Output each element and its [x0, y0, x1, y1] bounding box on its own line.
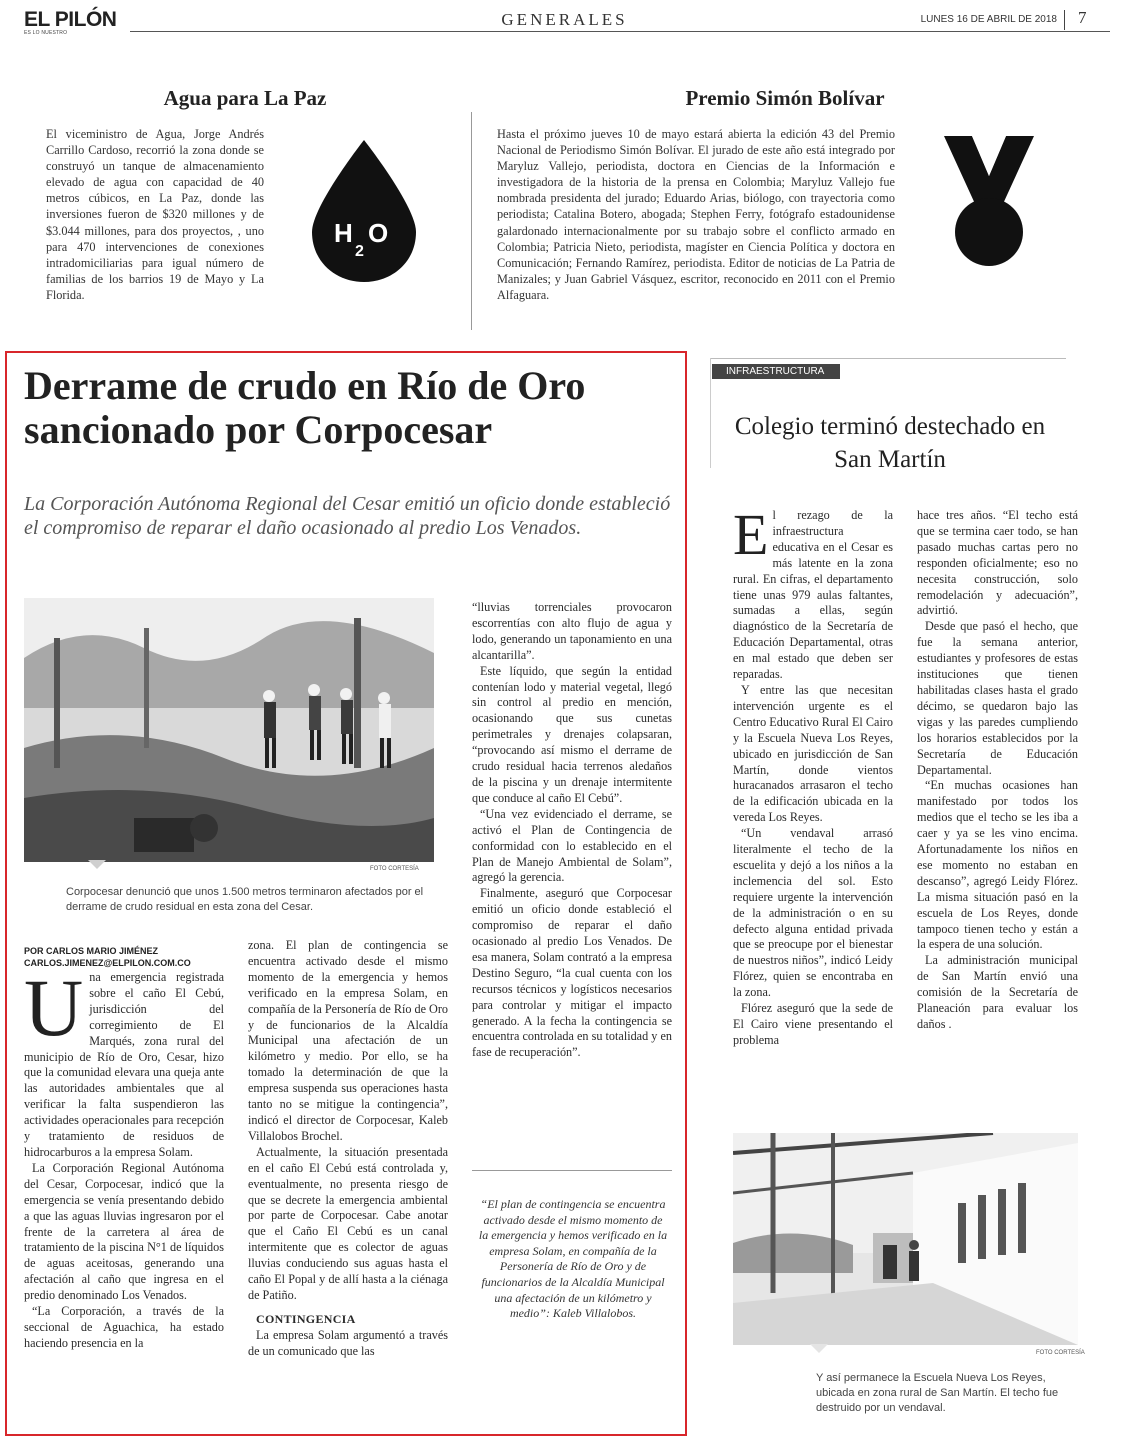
brief-title-premio: Premio Simón Bolívar — [685, 86, 885, 110]
paragraph: Flórez aseguró que la sede de El Cairo viene presentando el problema — [733, 1001, 893, 1047]
paragraph: hace tres años. “El techo está que se termina caer todo, se han pasado muchas cartas pero no responden oficialmente; eso no necesita construcción, solo remodelación y adecuación”, advirtió. — [917, 508, 1078, 618]
paragraph: “En muchas ocasiones han manifestado por todos los medios que el techo se les iba a caer y ya se les vino encima. Afortunadamente los niños en ese momento no estaban en descanso”, agregó Leidy Flórez. La misma situación pasó en la escuela de Los Reyes, donde tampoco tienen techo y están a la espera de una solución. — [917, 778, 1078, 952]
photo-credit: FOTO CORTESÍA — [1036, 1350, 1085, 1356]
main-deck: La Corporación Autónoma Regional del Cesar emitió un oficio donde estableció el compromiso de reparar el daño ocasionado al predio Los Venados. — [24, 493, 671, 539]
paragraph: na emergencia registrada sobre el caño El Cebú, jurisdicción del corregimiento de El Marqués, zona rural del municipio de Río de Oro, Cesar, hizo que la comunidad elevara una queja ante las autoridades ambientales que al verificar la falta suspendieron las actividades operacionales para recepción y tratamiento de residuos de hidrocarburos a la empresa Solam. — [24, 970, 224, 1159]
main-headline: Derrame de crudo en Río de Oro sancionado por Corpocesar — [24, 363, 586, 452]
side-article-vertical-rule — [710, 358, 711, 468]
issue-date: LUNES 16 DE ABRIL DE 2018 — [920, 14, 1057, 25]
section-tag: INFRAESTRUCTURA — [712, 364, 840, 379]
pull-quote-rule — [472, 1170, 672, 1171]
header-separator — [1064, 10, 1065, 30]
paragraph: zona. El plan de contingencia se encuentra activado desde el mismo momento de la emergencia y hemos verificado en la empresa Solam, en compañía de la Personería de Río de Oro y de funcionarios de la Alcaldía Municipal una afectación de un kilómetro y medio. Por ello, se ha tomado la determinación de que la empresa suspenda sus operaciones hasta tanto no se mitigue la contingencia”, indicó el director de Corpocesar, Kaleb Villalobos Brochel. — [248, 938, 449, 1143]
paragraph: Actualmente, la situación presentada en el caño El Cebú está controlada y, eventualmente, no presenta riesgo de que se decrete la emergencia ambiental por parte de Corpocesar. Cabe anotar que el Caño El Cebú es un canal intermitente que es colector de aguas lluvias conduciendo sus aguas hasta el caño El Popal y de allí hasta a la ciénaga de Patiño. — [248, 1144, 448, 1302]
brief-body-premio: Hasta el próximo jueves 10 de mayo estará abierta la edición 43 del Premio Nacional de Periodismo Simón Bolívar. El jurado de este año está integrado por Maryluz Vallejo, periodista, doctora en Ciencias de la Información e investigadora de la historia de la prensa en Colombia; Maryluz Vallejo fue nombrada presidenta del jurado; Eduardo Arias, biólogo, con trayectoria como periodista; Catalina Botero, abogada; Stephen Ferry, fotógrafo estadounidense galardonado internacionalmente por su trabajo sobre el conflicto armado en Colombia; Patricia Nieto, periodista, magíster en Ciencia Política y doctora en Comunicación; Fernando Ramírez, periodista. Editor de noticias de La Patria de Manizales; y Juan Gabriel Vásquez, escritor, reconocido en 2011 con el Premio Alfaguara. — [497, 127, 895, 302]
paragraph: La administración municipal de San Martín envió una comisión de la Secretaría de Planeación para evaluar los daños . — [917, 953, 1078, 1031]
paragraph: Desde que pasó el hecho, que fue la semana anterior, estudiantes y profesores de estas instituciones que tienen habilitadas clases hasta el grado décimo, se quedaron bajo las vigas y las paredes cumpliendo los horarios establecidos por la Secretaría de Educación Departamental. — [917, 619, 1078, 777]
photo-caption: Corpocesar denunció que unos 1.500 metros terminaron afectados por el derrame de crudo residual en esta zona del Cesar. — [66, 886, 424, 913]
paragraph: Y entre las que necesitan intervención urgente es el Centro Educativo Rural El Cairo y la Escuela Nueva Los Reyes, ubicado en jurisdicción de San Martín, donde vientos huracanados arrasaron el techo de la edificación ubicada en la vereda Los Reyes. — [733, 682, 893, 825]
side-article-column-2 — [917, 508, 1078, 1033]
side-article-column-1 — [733, 502, 893, 1049]
photo-credit: FOTO CORTESÍA — [370, 866, 419, 872]
brief-body-agua: El viceministro de Agua, Jorge Andrés Carrillo Cardoso, recorrió la zona donde se construyó un tanque de almacenamiento elevado de agua con capacidad de 40 metros cúbicos, en La Paz, donde las inversiones fueron de $320 millones y de $3.044 millones, para dos proyectos, , uno para 470 intervenciones de conexiones intradomiciliarias para igual número de familias de los barrios 19 de Mayo y La Florida. — [46, 127, 264, 302]
svg-text:O: O — [368, 218, 389, 248]
paragraph: La empresa Solam argumentó a través de un comunicado que las — [248, 1327, 448, 1358]
svg-text:H: H — [334, 218, 353, 248]
paragraph: Este líquido, que según la entidad contenían lodo y material vegetal, llegó sin control al predio en mención, ocasionando que sus cunetas perimetrales y drenajes colapsaran, “provocando así mismo el derrame de crudo residual hacia terrenos aledaños de la piscina y un drenaje intermitente que conduce al caño El Cebú”. — [472, 663, 672, 805]
paragraph: “Una vez evidenciado el derrame, se activó el Plan de Contingencia de conformidad con lo establecido en el Plan de Manejo Ambiental de Solam”, agregó la gerencia. — [472, 806, 672, 885]
main-article-column-2 — [248, 938, 448, 1360]
section-name: GENERALES — [501, 10, 628, 29]
photo-caption-pointer — [810, 1344, 828, 1353]
newspaper-logo: EL PILÓN — [24, 8, 117, 31]
school-photo — [733, 1133, 1078, 1345]
pull-quote: “El plan de contingencia se encuentra activado desde el mismo momento de la emergencia y hemos verificado en la empresa Solam, en compañía de la Personería de Río de Oro y de funcionarios de la Alcaldía Municipal una afectación de un kilómetro y medio”: Kaleb Villalobos. — [478, 1197, 668, 1321]
side-article-rule — [710, 358, 1066, 359]
photo-caption-pointer — [88, 860, 106, 869]
newspaper-tagline: ES LO NUESTRO — [24, 30, 68, 36]
medal-icon — [938, 132, 1040, 270]
author-name: POR CARLOS MARIO JIMÉNEZ — [24, 946, 159, 956]
page-number: 7 — [1078, 8, 1087, 27]
drop-cap: E — [733, 502, 769, 567]
paragraph: “Un vendaval arrasó literalmente el techo de la escuelita y dejó a los niños a la inclemencia del sol. Esto requiere urgente la intervención de la administración o en su defecto alguna entidad privada que se preocupe por el bienestar de nuestros niños”, indicó Leidy Flórez, quien se encontraba en la zona. — [733, 826, 893, 1000]
paragraph: Finalmente, aseguró que Corpocesar emitió un oficio donde estableció el compromiso de reparar el daño ocasionado al predio Los Venados. De esa manera, Solam contrató a la empresa Destino Seguro, “la cual cuenta con los recursos técnicos y logísticos necesarios para controlar y mitigar el impacto generado. A la fecha la contingencia se encuentra controlada en su totalidad y en fase de recuperación”. — [472, 886, 672, 1060]
subheading: CONTINGENCIA — [256, 1311, 356, 1326]
paragraph: La Corporación Regional Autónoma del Cesar, Corpocesar, indicó que la emergencia se venía presentando debido a que las aguas lluvias ingresaron por el frente de la carretera al área de tratamiento de la piscina N°1 de líquidos de aguas aceitosas, generando una afectación al caño que ingresa en el predio denominado Los Venados. — [24, 1160, 224, 1303]
main-article-column-3 — [472, 600, 672, 1061]
paragraph: l rezago de la infraestructura educativa en el Cesar es más latente en la zona rural. En cifras, el departamento tiene unas 979 aulas faltantes, sumadas a ellas, según diagnóstico de la Secretaría de Educación Departamental, otras en mal estado que deben ser reparadas. — [733, 508, 893, 682]
brief-title-agua: Agua para La Paz — [163, 86, 327, 110]
brief-divider — [471, 112, 472, 330]
side-headline: Colegio terminó destechado en San Martín — [734, 413, 1046, 473]
paragraph: “La Corporación, a través de la seccional de Aguachica, ha estado haciendo presencia en la — [24, 1304, 224, 1350]
paragraph: “lluvias torrenciales provocaron escorrentías con alto flujo de agua y lodo, generando un taponamiento en una alcantarilla”. — [472, 600, 672, 662]
author-email[interactable]: CARLOS.JIMENEZ@ELPILON.COM.CO — [24, 958, 191, 968]
oil-spill-photo — [24, 598, 434, 862]
drop-cap: U — [24, 962, 84, 1053]
svg-text:2: 2 — [355, 243, 364, 260]
water-drop-h2o-icon — [304, 136, 424, 284]
photo-caption: Y así permanece la Escuela Nueva Los Reyes, ubicada en zona rural de San Martín. El techo fue destruido por un vendaval. — [816, 1372, 1059, 1414]
header-rule — [130, 31, 1110, 32]
